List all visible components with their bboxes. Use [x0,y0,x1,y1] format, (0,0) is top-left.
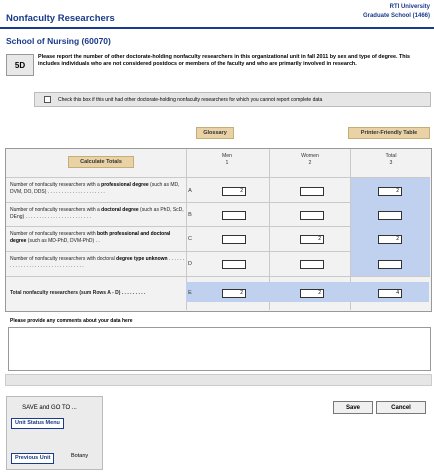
women-input-b[interactable] [300,211,324,220]
incomplete-data-row [34,92,431,107]
column-header-total [351,153,431,167]
women-input-c[interactable]: 2 [300,235,324,244]
men-input-d[interactable] [222,260,246,269]
header-divider [0,27,434,29]
row-text: Number of nonfaculty researchers with a [10,207,102,213]
column-header-women [270,153,350,167]
grand-total: 4 [378,289,402,298]
row-text: Number of nonfaculty researchers with a [10,182,102,188]
unit-title: School of Nursing (60070) [6,36,111,46]
men-input-b[interactable] [222,211,246,220]
men-input-c[interactable] [222,235,246,244]
cancel-button[interactable]: Cancel [376,401,426,414]
row-label-d [10,256,185,269]
row-emphasis: professional degree [101,182,149,188]
row-label-a [10,182,185,195]
row-emphasis: doctoral degree [101,207,139,213]
men-total: 2 [222,289,246,298]
total-input-b[interactable] [378,211,402,220]
row-emphasis: degree type unknown [116,256,168,262]
previous-unit-name: Botany [71,453,89,459]
women-input-d[interactable] [300,260,324,269]
row-text: . . . . . . . . . . . . . . . . . . . . . . . . . . . . . . . . . [10,256,185,269]
org-name: RTI University [389,4,430,10]
save-goto-panel [6,396,103,470]
row-label-b [10,207,185,220]
men-input-a[interactable]: 2 [222,187,246,196]
save-button[interactable]: Save [333,401,373,414]
women-input-a[interactable] [300,187,324,196]
row-emphasis: both professional and doctoral degree [10,231,171,244]
column-number: 2 [308,160,312,166]
incomplete-data-label: Check this box if this unit had other doctorate-holding nonfaculty researchers for which you cannot report complete data [58,96,323,103]
printer-friendly-button[interactable]: Printer-Friendly Table [348,127,430,139]
unit-status-menu-button[interactable]: Unit Status Menu [11,418,64,429]
previous-unit-button[interactable]: Previous Unit [11,453,54,464]
row-text: Number of nonfaculty researchers with doctoral [10,256,117,262]
row-text: (such as MD, DVM, DO, DDS) . . . . . . . . . . . . . . . . . . . . . [10,182,180,195]
row-letter: B [188,212,192,218]
row-letter: C [188,236,192,242]
school-name: Graduate School (1466) [362,13,430,19]
grid-line [6,276,430,277]
total-row-label: Total nonfaculty researchers (sum Rows A - D) . . . . . . . . . [10,290,146,296]
column-header-men [187,153,267,167]
calculate-totals-button[interactable]: Calculate Totals [68,156,134,168]
total-input-a[interactable]: 2 [378,187,402,196]
total-input-c[interactable]: 2 [378,235,402,244]
row-letter: E [188,290,192,296]
institution-info [363,3,430,21]
column-label: Women [301,153,319,159]
total-input-d[interactable] [378,260,402,269]
section-question: Please report the number of other doctorate-holding nonfaculty researchers in this organizational unit in fall 2011 by sex and type of degree. This includes individuals who are not considered postdocs or members of the faculty and who are primarily involved in research. [38,54,411,67]
women-total: 2 [300,289,324,298]
row-text: Number of nonfaculty researchers with [10,231,97,237]
row-text: (such as PhD, ScD, DEng) . . . . . . . . . . . . . . . . . . . . . . . . [10,207,184,220]
glossary-button[interactable]: Glossary [196,127,234,139]
section-badge: 5D [6,54,34,76]
bottom-strip [5,374,432,386]
page-title: Nonfaculty Researchers [6,13,115,24]
column-label: Men [221,153,233,159]
column-label: Total [385,153,397,159]
row-letter: D [188,261,192,267]
row-label-c [10,231,185,244]
column-number: 1 [225,160,229,166]
row-letter: A [188,188,192,194]
incomplete-data-checkbox[interactable] [44,96,51,103]
row-text: (such as MD-PhD, DVM-PhD) . . [26,237,100,244]
comments-textarea[interactable] [8,327,431,371]
column-number: 3 [389,160,393,166]
comments-label: Please provide any comments about your data here [10,318,133,324]
save-goto-title: SAVE and GO TO ... [22,405,77,411]
